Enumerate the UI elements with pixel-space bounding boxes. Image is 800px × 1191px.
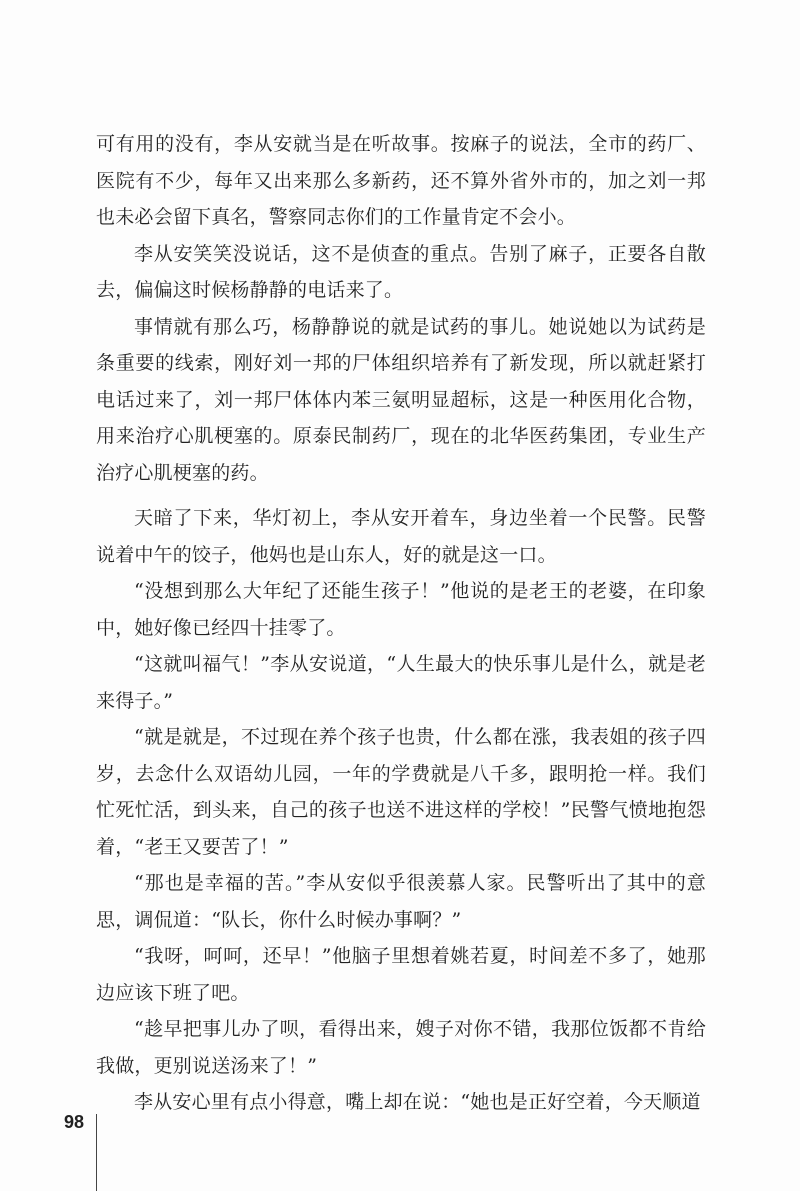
paragraph: “趁早把事儿办了呗，看得出来，嫂子对你不错，我那位饭都不肯给我做，更别说送汤来了！”	[96, 1018, 706, 1077]
paragraph: 可有用的没有，李从安就当是在听故事。按麻子的说法，全市的药厂、医院有不少，每年又出来那么多新药，还不算外省外市的，加之刘一邦也未必会留下真名，警察同志你们的工作量肯定不会小。	[96, 133, 706, 228]
text-section-2	[96, 500, 706, 1121]
paragraph: 事情就有那么巧，杨静静说的就是试药的事儿。她说她以为试药是条重要的线索，刚好刘一邦的尸体组织培养有了新发现，所以就赶紧打电话过来了，刘一邦尸体体内苯三氨明显超标，这是一种医用化合物，用来治疗心肌梗塞的。原泰民制药厂，现在的北华医药集团，专业生产治疗心肌梗塞的药。	[96, 315, 706, 484]
text-section-1	[96, 126, 706, 491]
paragraph: “这就叫福气！”李从安说道，“人生最大的快乐事儿是什么，就是老来得子。”	[96, 653, 706, 712]
paragraph: “我呀，呵呵，还早！”他脑子里想着姚若夏，时间差不多了，她那边应该下班了吧。	[96, 945, 706, 1004]
paragraph: “那也是幸福的苦。”李从安似乎很羡慕人家。民警听出了其中的意思，调侃道：“队长，你什么时候办事啊？”	[96, 872, 706, 931]
paragraph: “就是就是，不过现在养个孩子也贵，什么都在涨，我表姐的孩子四岁，去念什么双语幼儿园，一年的学费就是八千多，跟明抢一样。我们忙死忙活，到头来，自己的孩子也送不进这样的学校！”民警气愤地抱怨着，“老王又要苦了！”	[96, 726, 706, 858]
paragraph: “没想到那么大年纪了还能生孩子！”他说的是老王的老婆，在印象中，她好像已经四十挂零了。	[96, 580, 706, 639]
paragraph: 李从安心里有点小得意，嘴上却在说：“她也是正好空着，今天顺道	[134, 1091, 701, 1113]
page-number-divider	[96, 1114, 97, 1191]
paragraph: 李从安笑笑没说话，这不是侦查的重点。告别了麻子，正要各自散去，偏偏这时候杨静静的电话来了。	[96, 242, 706, 301]
paragraph: 天暗了下来，华灯初上，李从安开着车，身边坐着一个民警。民警说着中午的饺子，他妈也是山东人，好的就是这一口。	[96, 507, 706, 566]
page-number: 98	[64, 1112, 85, 1132]
